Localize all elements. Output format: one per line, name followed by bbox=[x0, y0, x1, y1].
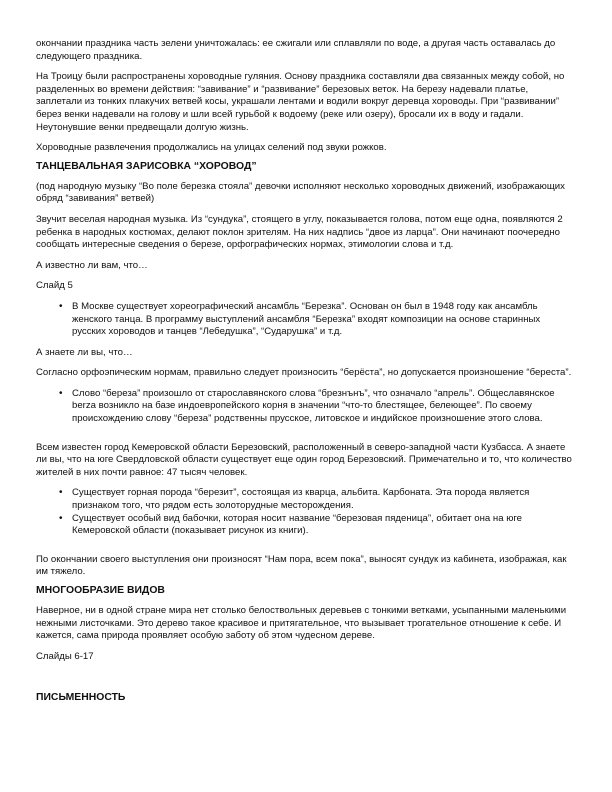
paragraph-slides-6-17: Слайды 6-17 bbox=[36, 650, 94, 662]
paragraph-berezovsky: Всем известен город Кемеровской области Березовский, расположенный в северо-западной части Кузбасса. А знаете ли вы, что на юге Свердловской области существует еще один город Березовский. Примечательно и то, что количество жителей в них почти равное: 47 тысяч человек. bbox=[36, 441, 572, 478]
paragraph-orthoepy: Согласно орфоэпическим нормам, правильно следует произносить “берёста”, но допускается произношение “береста”. bbox=[36, 367, 572, 379]
heading-writing: ПИСЬМЕННОСТЬ bbox=[36, 692, 126, 704]
heading-dance-sketch: ТАНЦЕВАЛЬНАЯ ЗАРИСОВКА “ХОРОВОД” bbox=[36, 160, 257, 172]
paragraph-did-you-know: А известно ли вам, что… bbox=[36, 259, 148, 271]
paragraph-variety: Наверное, ни в одной стране мира нет столько белоствольных деревьев с тонкими ветками, усыпанными маленькими нежными листочками. Это дерево такое красивое и притягательное, что вызывает трогательное отношение к себе. И кажется, сама природа проявляет особую заботу об этом чудесном дереве. bbox=[36, 605, 567, 642]
paragraph-holiday-end: окончании праздника часть зелени уничтожалась: ее сжигали или сплавляли по воде, а другая часть оставалась до следующего праздника. bbox=[36, 38, 556, 62]
paragraph-round-dance-fun: Хороводные развлечения продолжались на улицах селений под звуки рожков. bbox=[36, 142, 387, 154]
bullet-list-2 bbox=[36, 388, 574, 426]
paragraph-exit: По окончании своего выступления они произносят “Нам пора, всем пока”, выносят сундук из кабинета, изображая, как им тяжело. bbox=[36, 553, 567, 578]
heading-variety: МНОГООБРАЗИЕ ВИДОВ bbox=[36, 585, 165, 596]
paragraph-chest-scene: Звучит веселая народная музыка. Из “сундука”, стоящего в углу, показывается голова, потом еще одна, появляются 2 ребенка в народных костюмах, делают поклон зрителям. На них надпись “двое из ларца”. Они начинают поочередно сообщать интересные сведения о березе, орфографических нормах, этимологии слова и т.д. bbox=[36, 213, 563, 251]
list-item: • Существует горная порода “березит”, состоящая из кварца, альбита. Карбоната. Эта порода является признаком того, что рядом есть золоторудные месторождения. bbox=[36, 487, 574, 512]
paragraph-trinity: На Троицу были распространены хороводные гуляния. Основу праздника составляли два связанных между собой, но разделенных во времени действия: “завивание” и “развивание” березовых веток. На березу надевали платье, заплетали из тонких плакучих ветвей косы, украшали лентами и водили вокруг деревца хороводы. При “развивании” берез венки надевали на голову и шли всей гурьбой к водоему (реке или озеру), бросали их в воду и гадали. Неутонувшие венки предвещали долгую жизнь. bbox=[36, 71, 565, 133]
list-item: • Слово “береза” произошло от старославянского слова “брезнънъ”, что означало “апрель”. Общеславянское berza возникло на базе индоевропейского корня в значении “что-то блестящее, белеющее”. По своему происхождению слову “береза” родственны прусское, литовское и индийское произношение этого слова. bbox=[36, 388, 574, 426]
bullet-list-1 bbox=[36, 301, 574, 339]
bullet-list-3 bbox=[36, 487, 574, 537]
list-item: • В Москве существует хореографический ансамбль “Березка”. Основан он был в 1948 году как ансамбль женского танца. В программу выступлений ансамбля “Березка” входят композиции на основе старинных русских хороводов и танцев “Лебедушка”, “Сударушка” и т.д. bbox=[36, 301, 574, 339]
paragraph-slide-5: Слайд 5 bbox=[36, 280, 73, 292]
paragraph-music-note: (под народную музыку “Во поле березка стояла” девочки исполняют несколько хороводных движений, изображающих обряд “завивания” ветвей) bbox=[36, 180, 565, 205]
list-item: • Существует особый вид бабочки, которая носит название “березовая пяденица”, обитает она на юге Кемеровской области (показывает рисунок из книги). bbox=[36, 513, 574, 538]
paragraph-do-you-know: А знаете ли вы, что… bbox=[36, 346, 133, 358]
